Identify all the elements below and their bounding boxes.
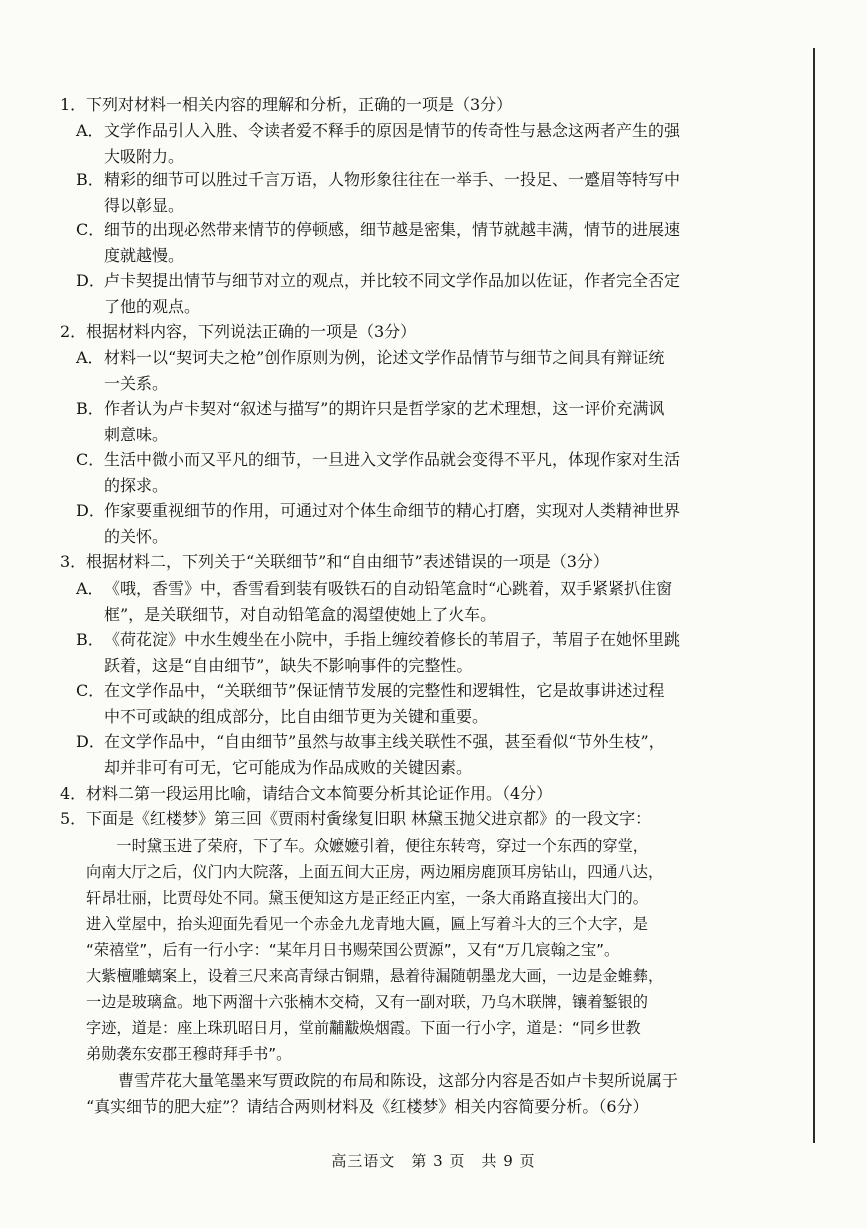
q2-option-c[interactable] — [76, 447, 766, 499]
question-4-stem — [60, 781, 780, 807]
passage-line: 向南大厅之后，仪门内大院落，上面五间大正房，两边厢房鹿顶耳房钻山，四通八达， — [86, 863, 664, 881]
question-number: 5． — [60, 809, 87, 828]
option-line: 了他的观点。 — [104, 297, 201, 316]
option-line: 《哦，香雪》中，香雪看到装有吸铁石的自动铅笔盒时“心跳着，双手紧紧扒住窗 — [104, 579, 673, 598]
question-text: 材料二第一段运用比喻，请结合文本简要分析其论证作用。（4分） — [86, 784, 553, 803]
passage-line: 大紫檀雕螭案上，设着三尺来高青绿古铜鼎，悬着待漏随朝墨龙大画，一边是金蜼彝， — [86, 967, 664, 985]
option-letter: A． — [76, 579, 104, 598]
q1-option-d[interactable] — [76, 268, 766, 320]
option-line: 大吸附力。 — [104, 147, 185, 166]
option-letter: D． — [76, 501, 105, 520]
prompt-line: 曹雪芹花大量笔墨来写贾政院的布局和陈设，这部分内容是否如卢卡契所说属于 — [86, 1071, 679, 1090]
q1-option-b[interactable] — [76, 167, 766, 219]
option-line: 作者认为卢卡契对“叙述与描写”的期许只是哲学家的艺术理想，这一评价充满讽 — [104, 399, 665, 418]
option-letter: B． — [76, 170, 104, 189]
question-2-stem — [60, 319, 780, 345]
question-3-stem — [60, 549, 780, 575]
q3-option-c[interactable] — [76, 678, 766, 730]
option-line: 生活中微小而又平凡的细节，一旦进入文学作品就会变得不平凡，体现作家对生活 — [104, 450, 681, 469]
question-text: 下列对材料一相关内容的理解和分析，正确的一项是（3分） — [86, 95, 513, 114]
option-letter: C． — [76, 220, 105, 239]
prompt-line: “真实细节的肥大症”？请结合两则材料及《红楼梦》相关内容简要分析。（6分） — [86, 1097, 649, 1116]
passage-line: 一边是玻璃盒。地下两溜十六张楠木交椅，又有一副对联，乃乌木联牌，镶着錾银的 — [86, 993, 648, 1011]
q2-option-a[interactable] — [76, 345, 766, 397]
option-line: 文学作品引人入胜、令读者爱不释手的原因是情节的传奇性与悬念这两者产生的强 — [104, 121, 681, 140]
option-letter: B． — [76, 630, 104, 649]
option-letter: C． — [76, 450, 105, 469]
q2-option-d[interactable] — [76, 498, 766, 550]
question-number: 3． — [60, 552, 87, 571]
option-line: 度就越慢。 — [104, 246, 185, 265]
passage-line: 轩昂壮丽，比贾母处不同。黛玉便知这方是正经正内室，一条大甬路直接出大门的。 — [86, 889, 648, 907]
question-text: 根据材料二，下列关于“关联细节”和“自由细节”表述错误的一项是（3分） — [86, 552, 609, 571]
option-line: 细节的出现必然带来情节的停顿感，细节越是密集，情节就越丰满，情节的进展速 — [104, 220, 681, 239]
question-5-stem — [60, 806, 780, 832]
hongloumeng-passage — [86, 833, 766, 1067]
option-line: 刺意味。 — [104, 425, 169, 444]
q3-option-a[interactable] — [76, 576, 766, 628]
option-line: 得以彰显。 — [104, 196, 185, 215]
passage-line: 字迹，道是：座上珠玑昭日月，堂前黼黻焕烟霞。下面一行小字，道是：“同乡世教 — [86, 1019, 641, 1037]
option-line: 卢卡契提出情节与细节对立的观点，并比较不同文学作品加以佐证，作者完全否定 — [104, 271, 681, 290]
option-line: 框”，是关联细节，对自动铅笔盒的渴望使她上了火车。 — [104, 605, 497, 624]
option-line: 《荷花淀》中水生嫂坐在小院中，手指上缠绞着修长的苇眉子，苇眉子在她怀里跳 — [104, 630, 681, 649]
option-line: 在文学作品中，“关联细节”保证情节发展的完整性和逻辑性，它是故事讲述过程 — [104, 681, 665, 700]
question-number: 1． — [60, 95, 87, 114]
question-number: 4． — [60, 784, 87, 803]
option-letter: A． — [76, 348, 104, 367]
option-line: 的关怀。 — [104, 527, 169, 546]
option-line: 却并非可有可无，它可能成为作品成败的关键因素。 — [104, 758, 473, 777]
option-line: 材料一以“契诃夫之枪”创作原则为例，论述文学作品情节与细节之间具有辩证统 — [104, 348, 665, 367]
option-letter: A． — [76, 121, 104, 140]
question-1-stem — [60, 92, 780, 118]
option-line: 作家要重视细节的作用，可通过对个体生命细节的精心打磨，实现对人类精神世界 — [104, 501, 681, 520]
q1-option-a[interactable] — [76, 118, 766, 170]
option-line: 一关系。 — [104, 374, 169, 393]
option-letter: D． — [76, 732, 105, 751]
option-line: 中不可或缺的组成部分，比自由细节更为关键和重要。 — [104, 707, 489, 726]
q1-option-c[interactable] — [76, 217, 766, 269]
margin-rule — [813, 48, 815, 1143]
question-text: 根据材料内容，下列说法正确的一项是（3分） — [86, 322, 417, 341]
page-footer: 高三语文 第 3 页 共 9 页 — [331, 1152, 536, 1170]
passage-line: 弟勋袭东安郡王穆莳拜手书”。 — [86, 1045, 292, 1063]
q3-option-b[interactable] — [76, 627, 766, 679]
q2-option-b[interactable] — [76, 396, 766, 448]
option-line: 在文学作品中，“自由细节”虽然与故事主线关联性不强，甚至看似“节外生枝”， — [104, 732, 665, 751]
option-line: 跃着，这是“自由细节”，缺失不影响事件的完整性。 — [104, 656, 473, 675]
option-letter: D． — [76, 271, 105, 290]
passage-line: 一时黛玉进了荣府，下了车。众嬷嬷引着，便往东转弯，穿过一个东西的穿堂， — [86, 837, 648, 855]
question-number: 2． — [60, 322, 87, 341]
question-text: 下面是《红楼梦》第三回《贾雨村夤缘复旧职 林黛玉抛父进京都》的一段文字： — [86, 809, 652, 828]
option-letter: C． — [76, 681, 105, 700]
q3-option-d[interactable] — [76, 729, 766, 781]
option-line: 精彩的细节可以胜过千言万语，人物形象往往在一举手、一投足、一蹙眉等特写中 — [104, 170, 681, 189]
question-5-prompt — [86, 1068, 776, 1120]
option-letter: B． — [76, 399, 104, 418]
passage-line: “荣禧堂”，后有一行小字：“某年月日书赐荣国公贾源”，又有“万几宸翰之宝”。 — [86, 941, 620, 959]
option-line: 的探求。 — [104, 476, 169, 495]
passage-line: 进入堂屋中，抬头迎面先看见一个赤金九龙青地大匾，匾上写着斗大的三个大字，是 — [86, 915, 648, 933]
